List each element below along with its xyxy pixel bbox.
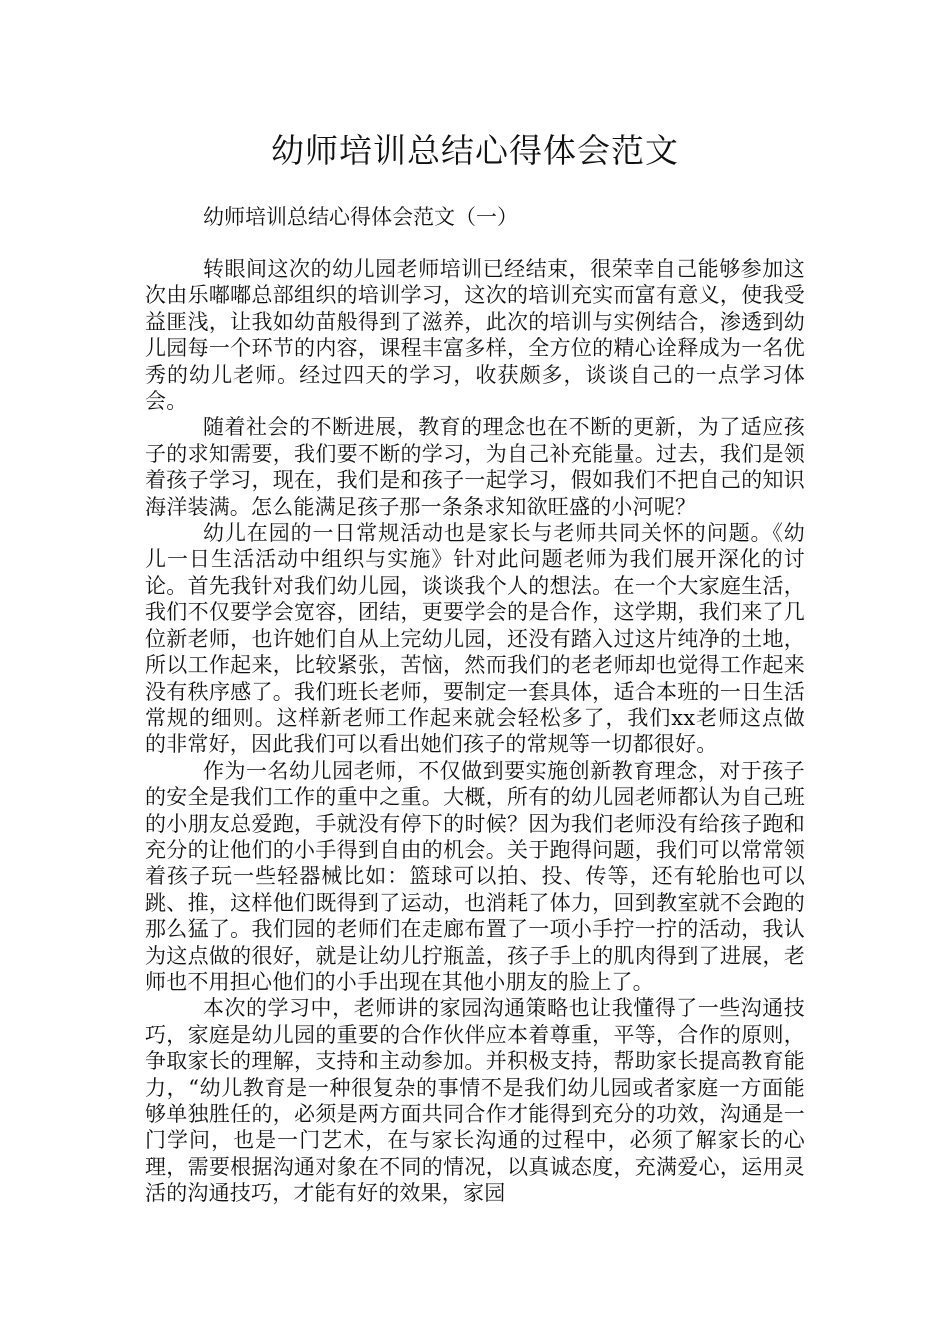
document-page: [145, 128, 805, 1207]
paragraph-2: 随着社会的不断进展，教育的理念也在不断的更新，为了适应孩子的求知需要，我们要不断的学习，为自己补充能量。过去，我们是领着孩子学习，现在，我们是和孩子一起学习，假如我们不把自己的知识海洋装满。怎么能满足孩子那一条条求知欲旺盛的小河呢？: [145, 415, 805, 519]
document-title: 幼师培训总结心得体会范文: [271, 131, 679, 170]
document-subtitle: 幼师培训总结心得体会范文（一）: [203, 205, 518, 229]
paragraph-4: 作为一名幼儿园老师，不仅做到要实施创新教育理念，对于孩子的安全是我们工作的重中之重。大概，所有的幼儿园老师都认为自己班的小朋友总爱跑，手就没有停下的时候？因为我们老师没有给孩子跑和充分的让他们的小手得到自由的机会。关于跑得问题，我们可以常常领着孩子玩一些轻器械比如：篮球可以拍、投、传等，还有轮胎也可以跳、推，这样他们既得到了运动，也消耗了体力，回到教室就不会跑的那么猛了。我们园的老师们在走廊布置了一项小手拧一拧的活动，我认为这点做的很好，就是让幼儿拧瓶盖，孩子手上的肌肉得到了进展，老师也不用担心他们的小手出现在其他小朋友的脸上了。: [145, 758, 805, 994]
paragraph-1: 转眼间这次的幼儿园老师培训已经结束，很荣幸自己能够参加这次由乐嘟嘟总部组织的培训学习，这次的培训充实而富有意义，使我受益匪浅，让我如幼苗般得到了滋养，此次的培训与实例结合，渗透到幼儿园每一个环节的内容，课程丰富多样，全方位的精心诠释成为一名优秀的幼儿老师。经过四天的学习，收获颇多，谈谈自己的一点学习体会。: [145, 257, 805, 414]
paragraph-5: 本次的学习中，老师讲的家园沟通策略也让我懂得了一些沟通技巧，家庭是幼儿园的重要的合作伙伴应本着尊重，平等，合作的原则，争取家长的理解，支持和主动参加。并积极支持，帮助家长提高教育能力，“幼儿教育是一种很复杂的事情不是我们幼儿园或者家庭一方面能够单独胜任的，必须是两方面共同合作才能得到充分的功效，沟通是一门学问，也是一门艺术，在与家长沟通的过程中，必须了解家长的心理，需要根据沟通对象在不同的情况，以真诚态度，充满爱心，运用灵活的沟通技巧，才能有好的效果，家园: [145, 996, 805, 1206]
paragraph-3: 幼儿在园的一日常规活动也是家长与老师共同关怀的问题。《幼儿一日生活活动中组织与实施》针对此问题老师为我们展开深化的讨论。首先我针对我们幼儿园，谈谈我个人的想法。在一个大家庭生活，我们不仅要学会宽容，团结，更要学会的是合作，这学期，我们来了几位新老师，也许她们自从上完幼儿园，还没有踏入过这片纯净的土地，所以工作起来，比较紧张，苦恼，然而我们的老老师却也觉得工作起来没有秩序感了。我们班长老师，要制定一套具体，适合本班的一日生活常规的细则。这样新老师工作起来就会轻松多了，我们xx老师这点做的非常好，因此我们可以看出她们孩子的常规等一切都很好。: [145, 521, 805, 757]
